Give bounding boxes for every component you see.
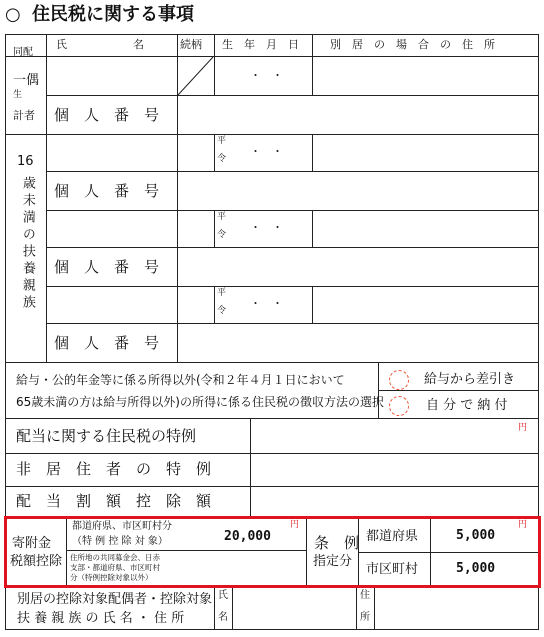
- column-divider: [374, 586, 375, 630]
- column-divider: [214, 210, 215, 248]
- individual-number-label: 個 人 番 号: [54, 334, 160, 352]
- column-divider: [46, 34, 47, 362]
- reiwa-label: 令: [217, 230, 227, 240]
- column-divider: [214, 286, 215, 324]
- separate-residence-line1: 別居の控除対象配偶者・控除対象: [17, 592, 213, 607]
- row-divider: [378, 390, 539, 391]
- individual-number-label: 個 人 番 号: [54, 258, 160, 276]
- column-divider: [177, 134, 178, 362]
- row-divider: [5, 418, 539, 419]
- column-divider: [356, 586, 357, 630]
- birth-dots: ・ ・: [250, 145, 283, 158]
- reiwa-label: 令: [217, 306, 227, 316]
- municipality-label: 市区町村: [366, 562, 419, 577]
- row-divider: [46, 171, 539, 172]
- dependents-label: 歳未満の扶養親族: [19, 176, 35, 312]
- row-divider: [46, 210, 539, 211]
- ordinance-label-line2: 指定分: [313, 554, 353, 569]
- dividend-special-label: 配当に関する住民税の特例: [16, 427, 197, 445]
- heisei-label: 平: [217, 288, 227, 298]
- municipality-amount: 5,000: [456, 561, 496, 576]
- pref-city-line1: 都道府県、市区町村分: [72, 521, 172, 532]
- payroll-deduction-label: 給与から差引き: [424, 372, 516, 387]
- pref-city-line2: （特 例 控 除 対 象）: [72, 536, 168, 547]
- birth-dots: ・ ・: [250, 221, 283, 234]
- row-divider: [46, 286, 539, 287]
- self-payment-label: 自 分 で 納 付: [426, 398, 508, 413]
- payroll-deduction-radio[interactable]: [389, 370, 409, 390]
- birth-header: 生 年 月 日: [222, 38, 299, 51]
- column-divider: [378, 362, 379, 418]
- birth-dots: ・ ・: [250, 297, 283, 310]
- heisei-label: 平: [217, 212, 227, 222]
- column-divider: [312, 286, 313, 324]
- prefecture-label: 都道府県: [366, 529, 419, 544]
- footer-name-label-1: 氏: [218, 590, 228, 601]
- yen-unit: 円: [518, 520, 528, 530]
- footer-name-label-2: 名: [218, 612, 228, 623]
- collection-text-line2: 65歳未満の方は給与所得以外)の所得に係る住民税の徴収方法の選択: [16, 395, 384, 409]
- ordinance-label-line1: 条 例: [314, 534, 360, 552]
- row-divider: [46, 247, 539, 248]
- spouse-label-bottom: 計者: [13, 109, 35, 122]
- row-divider: [46, 323, 539, 324]
- reiwa-label: 令: [217, 154, 227, 164]
- diagonal-slash: [177, 56, 214, 96]
- dependents-age: 16: [17, 154, 34, 169]
- row-divider: [5, 56, 539, 57]
- fine-print-line3: 分（特例控除対象以外）: [70, 573, 153, 582]
- relation-header: 続柄: [180, 38, 202, 51]
- donation-highlight-box: [4, 516, 541, 588]
- donation-label-line2: 税額控除: [10, 554, 63, 569]
- row-divider: [46, 95, 539, 96]
- title-circle-icon: ○: [5, 4, 21, 25]
- donation-label-line1: 寄附金: [12, 536, 52, 551]
- row-divider: [5, 134, 539, 135]
- birth-dots: ・ ・: [250, 69, 283, 82]
- column-divider: [232, 586, 233, 630]
- name-header: 氏 名: [56, 38, 144, 51]
- footer-address-label-2: 所: [360, 612, 370, 623]
- spouse-label-mid: 一偶: [13, 73, 40, 88]
- yen-unit: 円: [518, 423, 528, 433]
- spouse-label-top: 同配: [13, 47, 33, 58]
- row-divider: [5, 362, 539, 363]
- row-divider: [5, 486, 539, 487]
- fine-print-line2: 支部・都道府県、市区町村: [70, 563, 160, 572]
- prefecture-amount: 5,000: [456, 528, 496, 543]
- column-divider: [250, 418, 251, 517]
- column-divider: [312, 210, 313, 248]
- spouse-label-small: 生: [13, 90, 23, 100]
- column-divider: [214, 34, 215, 96]
- collection-text-line1: 給与・公的年金等に係る所得以外(令和２年４月１日において: [16, 373, 345, 387]
- column-divider: [312, 134, 313, 172]
- non-resident-label: 非 居 住 者 の 特 例: [16, 460, 212, 478]
- column-divider: [214, 134, 215, 172]
- donation-amount: 20,000: [224, 529, 271, 544]
- row-divider: [5, 453, 539, 454]
- address-header: 別 居 の 場 合 の 住 所: [330, 38, 495, 51]
- individual-number-label: 個 人 番 号: [54, 106, 160, 124]
- self-payment-radio[interactable]: [389, 396, 409, 416]
- yen-unit: 円: [290, 520, 300, 530]
- column-divider: [214, 586, 215, 630]
- heisei-label: 平: [217, 136, 227, 146]
- column-divider: [312, 34, 313, 96]
- dividend-deduction-label: 配 当 割 額 控 除 額: [16, 492, 212, 510]
- footer-address-label-1: 住: [360, 590, 370, 601]
- separate-residence-line2: 扶 養 親 族 の 氏 名 ・ 住 所: [17, 611, 185, 626]
- individual-number-label: 個 人 番 号: [54, 182, 160, 200]
- section-title: 住民税に関する事項: [32, 4, 194, 25]
- fine-print-line1: 住所地の共同募金会、日赤: [70, 553, 160, 562]
